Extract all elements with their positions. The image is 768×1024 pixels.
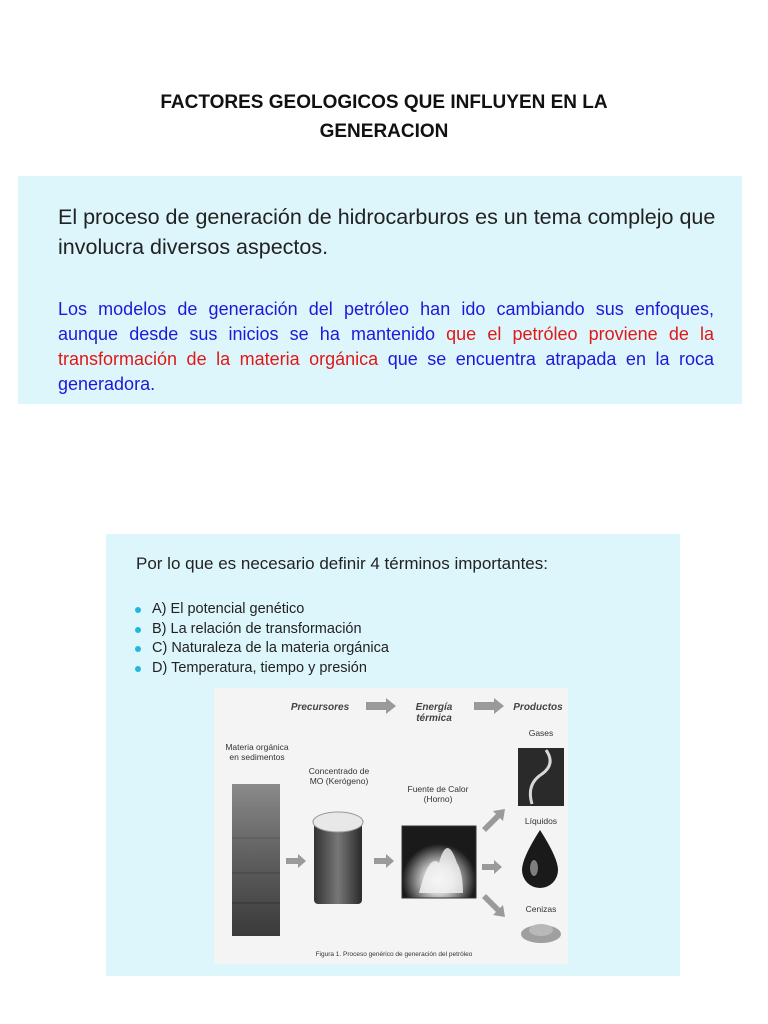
para-red: que el petróleo proviene de la transformación de la materia orgánica: [58, 324, 714, 369]
arrow-icon: [482, 860, 502, 874]
list-item: B) La relación de transformación: [134, 620, 389, 640]
label-ashes: Cenizas: [525, 904, 557, 914]
title-line-1: FACTORES GEOLOGICOS QUE INFLUYEN EN LA: [160, 92, 608, 113]
generation-figure: [214, 688, 568, 964]
para-blue-1: Los modelos de generación del petróleo han ido cambiando sus enfoques, aunque desde sus inicios se ha mantenido: [58, 299, 714, 344]
bullet-icon: [135, 646, 141, 652]
list-item: A) El potencial genético: [134, 600, 389, 620]
arrow-icon: [482, 894, 505, 917]
intro-text: El proceso de generación de hidrocarburos es un tema complejo que involucra diversos aspectos.: [58, 205, 716, 259]
header-precursors: Precursores: [290, 702, 350, 713]
bullet-icon: [135, 607, 141, 613]
arrow-icon: [286, 854, 306, 868]
bullet-icon: [135, 627, 141, 633]
label-liquids: Líquidos: [524, 816, 558, 826]
intro-box: [18, 176, 742, 404]
arrow-icon: [366, 698, 396, 714]
terms-list: [134, 600, 389, 678]
terms-lead: Por lo que es necesario definir 4 términos importantes:: [136, 554, 548, 573]
header-products: Productos: [513, 702, 563, 713]
gases-image: [518, 748, 564, 806]
arrow-icon: [482, 809, 505, 832]
label-organic: Materia orgánica en sedimentos: [225, 742, 289, 762]
models-paragraph: [58, 297, 714, 397]
label-kerogen: Concentrado de MO (Kerógeno): [308, 766, 370, 786]
bullet-icon: [135, 666, 141, 672]
list-item: C) Naturaleza de la materia orgánica: [134, 639, 389, 659]
arrow-icon: [374, 854, 394, 868]
page-title: [0, 88, 768, 146]
title-line-2: GENERACION: [319, 121, 449, 142]
liquid-drop-icon: [522, 830, 558, 888]
para-blue-2: que se encuentra atrapada en la roca generadora.: [58, 349, 714, 394]
arrow-icon: [474, 698, 504, 714]
kerogen-jar: [314, 820, 362, 904]
sediment-column: [232, 784, 280, 936]
header-energy: Energía térmica: [415, 702, 453, 724]
label-gases: Gases: [528, 728, 554, 738]
figure-caption: Figura 1. Proceso genérico de generación del petróleo: [315, 951, 473, 958]
label-heat: Fuente de Calor (Horno): [407, 784, 469, 804]
list-item: D) Temperatura, tiempo y presión: [134, 659, 389, 679]
terms-box: [106, 534, 680, 976]
